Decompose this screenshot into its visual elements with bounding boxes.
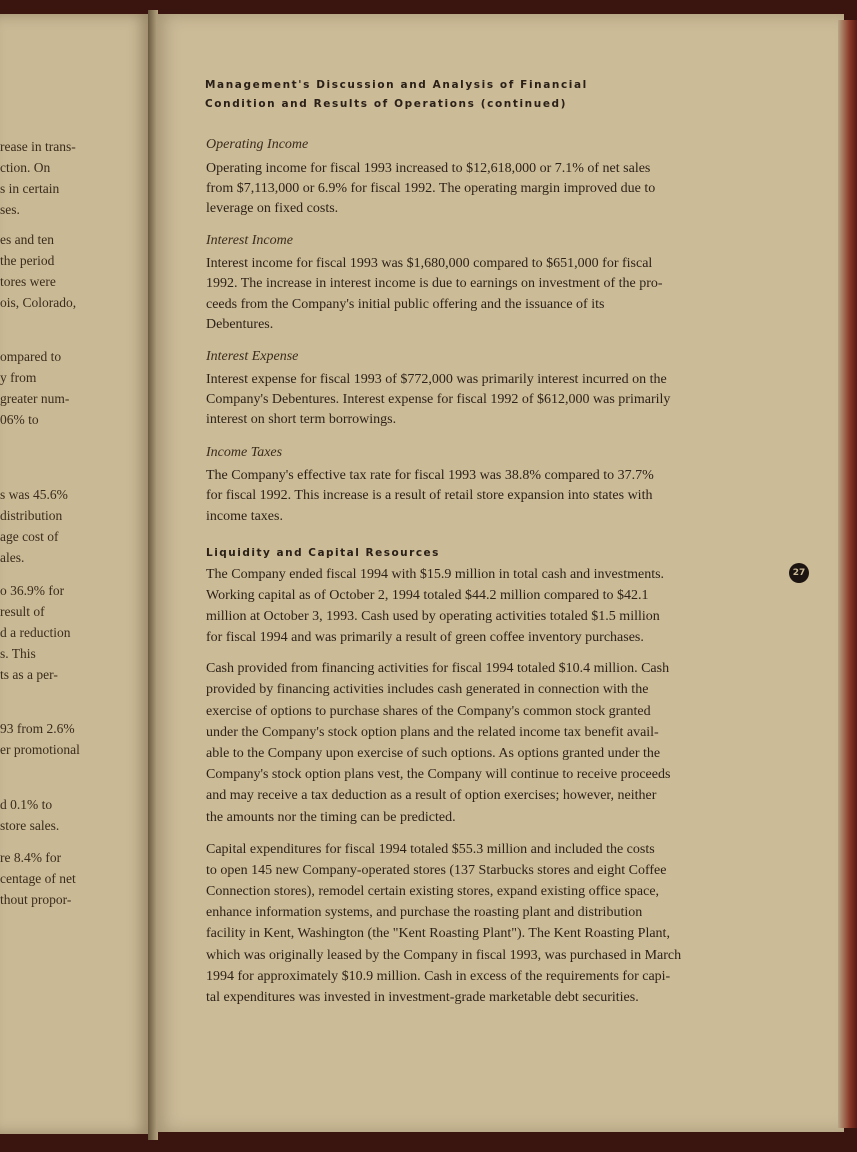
page-edge — [838, 20, 857, 1128]
body-line: able to the Company upon exercise of such options. As options granted under the — [206, 746, 661, 761]
header-line-2: Condition and Results of Operations (continued) — [205, 98, 568, 110]
left-text-line: ois, Colorado, — [0, 295, 77, 310]
body-line: income taxes. — [206, 509, 283, 524]
body-line: interest on short term borrowings. — [206, 412, 397, 427]
left-text-line: es and ten — [0, 232, 54, 247]
body-line: 1992. The increase in interest income is due to earnings on investment of the pro- — [206, 276, 663, 291]
page-number-badge: 27 — [789, 563, 809, 583]
body-line: the amounts nor the timing can be predicted. — [206, 810, 456, 825]
section-title-interest-income: Interest Income — [206, 233, 293, 248]
body-line: to open 145 new Company-operated stores (137 Starbucks stores and eight Coffee — [206, 863, 667, 878]
left-text-line: d a reduction — [0, 625, 71, 640]
body-line: enhance information systems, and purchase the roasting plant and distribution — [206, 905, 643, 920]
body-line: Connection stores), remodel certain existing stores, expand existing office space, — [206, 884, 660, 899]
body-line: Interest expense for fiscal 1993 of $772,000 was primarily interest incurred on the — [206, 372, 667, 387]
section-title-liquidity: Liquidity and Capital Resources — [206, 547, 440, 559]
body-line: Interest income for fiscal 1993 was $1,680,000 compared to $651,000 for fiscal — [206, 256, 653, 271]
left-text-line: rease in trans- — [0, 139, 76, 154]
left-text-line: s in certain — [0, 181, 60, 196]
body-line: leverage on fixed costs. — [206, 201, 339, 216]
left-text-line: ses. — [0, 202, 20, 217]
left-text-line: ompared to — [0, 349, 62, 364]
body-line: provided by financing activities includes cash generated in connection with the — [206, 682, 649, 697]
left-text-line: thout propor- — [0, 892, 72, 907]
left-text-line: s. This — [0, 646, 36, 661]
left-text-line: ales. — [0, 550, 25, 565]
left-text-line: age cost of — [0, 529, 59, 544]
section-title-interest-expense: Interest Expense — [206, 349, 299, 364]
left-text-line: 93 from 2.6% — [0, 721, 75, 736]
section-title-income-taxes: Income Taxes — [206, 445, 283, 460]
body-line: Company's Debentures. Interest expense for fiscal 1992 of $612,000 was primarily — [206, 392, 671, 407]
body-line: tal expenditures was invested in investment-grade marketable debt securities. — [206, 990, 639, 1005]
section-title-operating-income: Operating Income — [206, 137, 309, 152]
left-text-line: o 36.9% for — [0, 583, 65, 598]
body-line: for fiscal 1992. This increase is a result of retail store expansion into states with — [206, 488, 653, 503]
body-line: Capital expenditures for fiscal 1994 totaled $55.3 million and included the costs — [206, 842, 655, 857]
left-text-line: result of — [0, 604, 45, 619]
left-text-line: d 0.1% to — [0, 797, 53, 812]
body-line: and may receive a tax deduction as a result of option exercises; however, neither — [206, 788, 657, 803]
left-text-line: distribution — [0, 508, 63, 523]
body-line: Debentures. — [206, 317, 274, 332]
body-line: Cash provided from financing activities for fiscal 1994 totaled $10.4 million. Cash — [206, 661, 670, 676]
body-line: million at October 3, 1993. Cash used by operating activities totaled $1.5 million — [206, 609, 660, 624]
header-line-1: Management's Discussion and Analysis of Financial — [205, 79, 588, 91]
body-line: Company's stock option plans vest, the Company will continue to receive proceeds — [206, 767, 671, 782]
left-text-line: the period — [0, 253, 55, 268]
left-text-line: 06% to — [0, 412, 39, 427]
body-line: which was originally leased by the Company in fiscal 1993, was purchased in March — [206, 948, 682, 963]
page-header — [205, 76, 588, 114]
body-line: 1994 for approximately $10.9 million. Cash in excess of the requirements for capi- — [206, 969, 671, 984]
body-line: The Company ended fiscal 1994 with $15.9 million in total cash and investments. — [206, 567, 665, 582]
body-line: Operating income for fiscal 1993 increased to $12,618,000 or 7.1% of net sales — [206, 161, 651, 176]
body-line: from $7,113,000 or 6.9% for fiscal 1992. The operating margin improved due to — [206, 181, 656, 196]
left-text-line: ction. On — [0, 160, 51, 175]
left-text-line: s was 45.6% — [0, 487, 68, 502]
body-line: The Company's effective tax rate for fiscal 1993 was 38.8% compared to 37.7% — [206, 468, 654, 483]
body-line: for fiscal 1994 and was primarily a result of green coffee inventory purchases. — [206, 630, 644, 645]
body-line: under the Company's stock option plans and the related income tax benefit avail- — [206, 725, 659, 740]
left-text-line: er promotional — [0, 742, 80, 757]
left-text-line: centage of net — [0, 871, 76, 886]
body-line: exercise of options to purchase shares of the Company's common stock granted — [206, 704, 651, 719]
left-text-line: ts as a per- — [0, 667, 58, 682]
body-line: ceeds from the Company's initial public offering and the issuance of its — [206, 297, 605, 312]
left-text-line: tores were — [0, 274, 56, 289]
body-line: Working capital as of October 2, 1994 totaled $44.2 million compared to $42.1 — [206, 588, 649, 603]
left-page — [0, 14, 152, 1134]
left-text-line: y from — [0, 370, 37, 385]
left-text-line: re 8.4% for — [0, 850, 62, 865]
body-line: facility in Kent, Washington (the "Kent Roasting Plant"). The Kent Roasting Plant, — [206, 926, 670, 941]
left-text-line: store sales. — [0, 818, 60, 833]
left-text-line: greater num- — [0, 391, 70, 406]
